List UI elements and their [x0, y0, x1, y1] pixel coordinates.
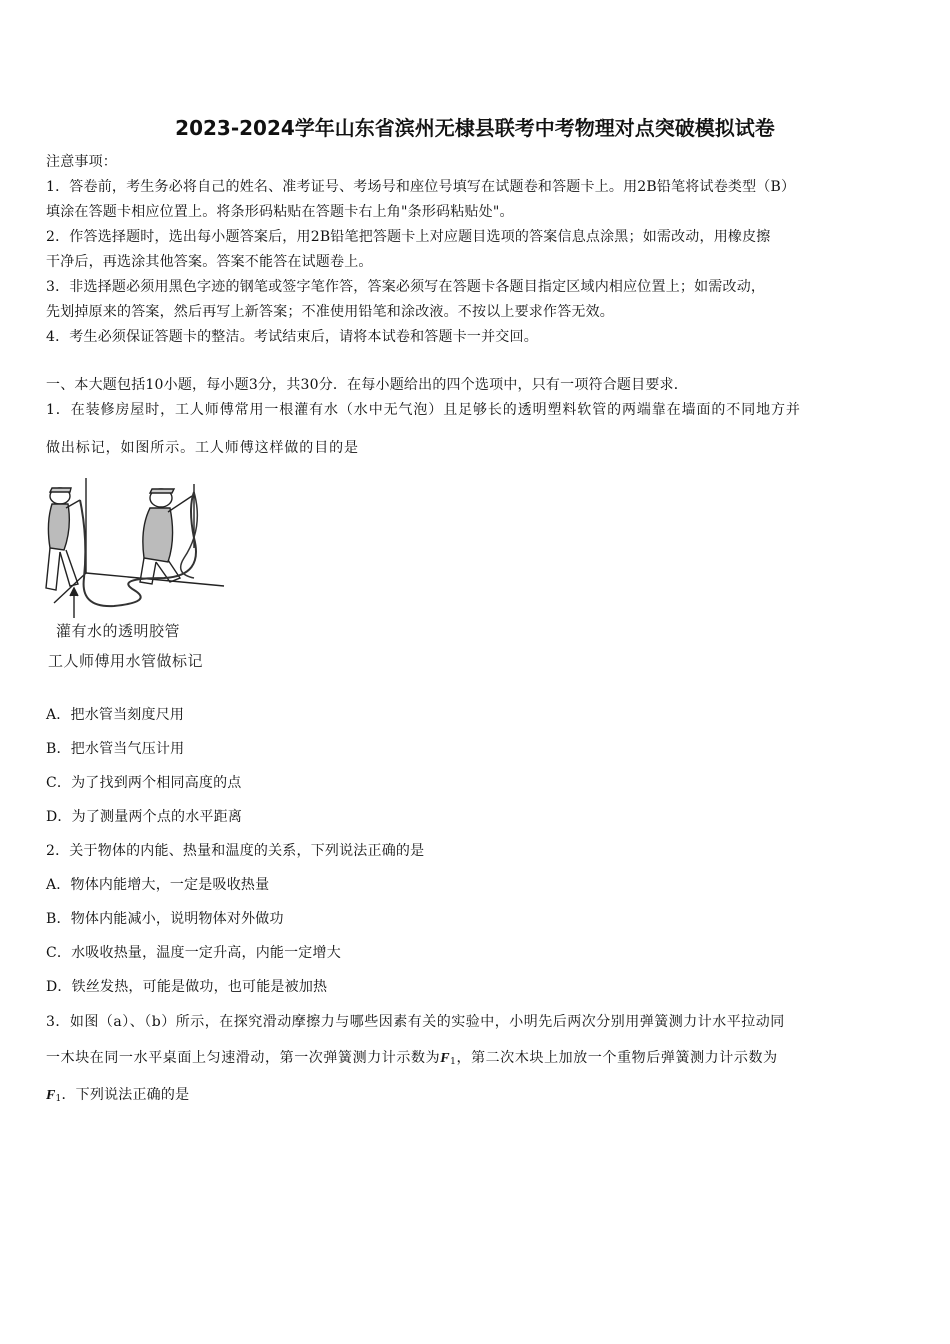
q3-var-f1-a: F: [440, 1051, 451, 1066]
q1-option-a: A．把水管当刻度尺用: [46, 707, 185, 723]
q3-sub-1-a: 1: [450, 1057, 457, 1067]
notice-item-3-line-2: 先划掉原来的答案，然后再写上新答案；不准使用铅笔和涂改液。不按以上要求作答无效。: [46, 304, 614, 320]
q1-figure: [44, 478, 244, 674]
notice-item-2-line-1: 2．作答选择题时，选出每小题答案后，用2B铅笔把答题卡上对应题目选项的答案信息点涂黑；如需改动，用橡皮擦: [46, 229, 771, 245]
q3-stem-line-1: 3．如图（a）、（b）所示，在探究滑动摩擦力与哪些因素有关的实验中，小明先后两次分别用弹簧测力计水平拉动同: [46, 1014, 785, 1030]
q1-figure-label-hose: 灌有水的透明胶管: [56, 622, 181, 640]
q3-var-f1-b: F: [46, 1088, 56, 1103]
q3-line-2-text-b: ，第二次木块上加放一个重物后弹簧测力计示数为: [456, 1050, 778, 1066]
q1-figure-caption: 工人师傅用水管做标记: [48, 652, 204, 670]
q3-stem-line-2: [46, 1048, 778, 1072]
page-title: 2023-2024学年山东省滨州无棣县联考中考物理对点突破模拟试卷: [175, 116, 775, 140]
q2-option-b: B．物体内能减小，说明物体对外做功: [46, 911, 284, 927]
q1-option-c: C．为了找到两个相同高度的点: [46, 775, 242, 791]
q2-stem: 2．关于物体的内能、热量和温度的关系，下列说法正确的是: [46, 843, 425, 859]
q2-option-c: C．水吸收热量，温度一定升高，内能一定增大: [46, 945, 341, 961]
notice-item-1-line-1: 1．答卷前，考生务必将自己的姓名、准考证号、考场号和座位号填写在试题卷和答题卡上。用2B铅笔将试卷类型（B）: [46, 179, 796, 195]
notice-item-2-line-2: 干净后，再选涂其他答案。答案不能答在试题卷上。: [46, 254, 373, 270]
notice-item-1-line-2: 填涂在答题卡相应位置上。将条形码粘贴在答题卡右上角"条形码粘贴处"。: [46, 204, 514, 220]
section-1-heading: 一、本大题包括10小题，每小题3分，共30分．在每小题给出的四个选项中，只有一项符合题目要求．: [46, 377, 688, 393]
workers-hose-illustration: [44, 478, 244, 618]
q2-option-a: A．物体内能增大，一定是吸收热量: [46, 877, 270, 893]
q2-option-d: D．铁丝发热，可能是做功，也可能是被加热: [46, 979, 328, 995]
q3-sub-1-b: 1: [55, 1094, 62, 1104]
notice-item-3-line-1: 3．非选择题必须用黑色字迹的钢笔或签字笔作答，答案必须写在答题卡各题目指定区域内相应位置上；如需改动，: [46, 279, 766, 295]
q1-stem-line-2: 做出标记，如图所示。工人师傅这样做的目的是: [46, 440, 359, 456]
q3-line-3-text: ．下列说法正确的是: [61, 1087, 190, 1103]
q1-option-d: D．为了测量两个点的水平距离: [46, 809, 243, 825]
q1-stem-line-1: 1．在装修房屋时，工人师傅常用一根灌有水（水中无气泡）且足够长的透明塑料软管的两端靠在墙面的不同地方并: [46, 402, 801, 418]
q3-line-2-text-a: 一木块在同一水平桌面上匀速滑动，第一次弹簧测力计示数为: [46, 1050, 441, 1066]
notice-heading: 注意事项：: [46, 154, 117, 170]
q1-option-b: B．把水管当气压计用: [46, 741, 185, 757]
q3-stem-line-3: [46, 1085, 189, 1109]
notice-item-4: 4．考生必须保证答题卡的整洁。考试结束后，请将本试卷和答题卡一并交回。: [46, 329, 538, 345]
